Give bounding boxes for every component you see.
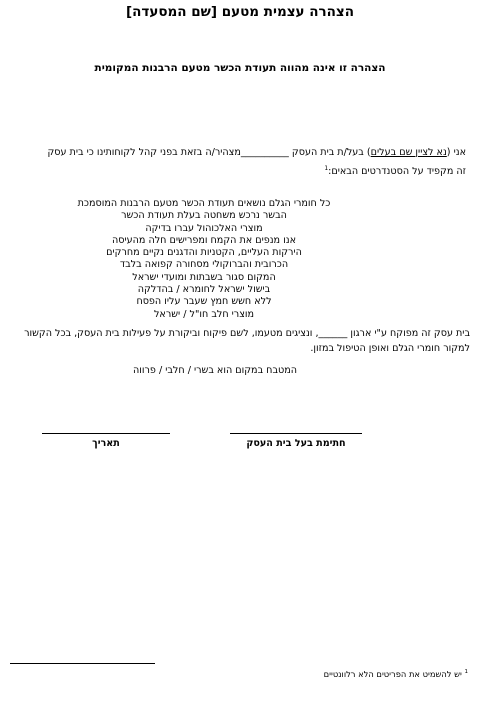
- footnote-mark: 1: [464, 669, 468, 676]
- document-title: הצהרה עצמית מטעם [שם המסעדה]: [125, 4, 355, 20]
- standard-item: מוצרי האלכוהול עברו בדיקה: [145, 222, 263, 234]
- footnote-text: יש להשמיט את הפריטים הלא רלוונטיים: [323, 669, 462, 679]
- standard-item: ללא חשש חמץ שעבר עליו הפסח: [136, 296, 272, 308]
- kitchen-type-line: המטבח במקום הוא בשרי / חלבי / פרווה: [133, 365, 297, 376]
- owner-name-placeholder: נא לציין שם בעלים: [370, 147, 447, 158]
- footnote: [324, 669, 468, 679]
- standards-intro: זה מקפיד על הסטנדרטים הבאים:: [328, 166, 466, 178]
- footnote-reference: 1: [324, 165, 329, 172]
- standard-item: הכרובית והברוקולי מסחורה קפואה בלבד: [119, 259, 289, 271]
- declaration-line-2: [10, 161, 466, 180]
- date-line[interactable]: [42, 433, 170, 434]
- owner-suffix: ) בעל/ת בית העסק __________מצהיר/ה בזאת בפני קהל לקוחותינו כי בית עסק: [47, 147, 371, 158]
- date-label: תאריך: [92, 438, 120, 449]
- owner-prefix: אני (: [446, 147, 466, 158]
- standard-item: כל חומרי הגלם נושאים תעודת הכשר מטעם הרבנות המוסמכת: [77, 198, 331, 209]
- owner-signature-line[interactable]: [230, 433, 362, 434]
- standards-list: [60, 198, 348, 321]
- standard-item: בישול ישראל לחומרא / בהדלקה: [137, 284, 271, 296]
- standard-item: אנו מנפים את הקמח ומפרישים חלה מהעיסה: [111, 234, 296, 246]
- standard-item: הירקות העליים, הקטניות והדגנים נקיים מחרקים: [106, 247, 302, 259]
- document-subtitle: הצהרה זו אינה מהווה תעודת הכשר מטעם הרבנות המקומית: [94, 62, 386, 74]
- standard-item: המקום סגור בשבתות ומועדי ישראל: [132, 271, 276, 283]
- declaration-paragraph: [10, 145, 466, 180]
- standard-item: הבשר נרכש משחטה בעלת תעודת הכשר: [121, 210, 287, 222]
- footnote-separator: [10, 663, 155, 664]
- owner-signature-label: חתימת בעל בית העסק: [246, 438, 346, 449]
- supervision-paragraph: בית עסק זה מפוקח ע"י ארגון ______, ונציגים מטעמו, לשם פיקוח וביקורת על פעילות בית העסק, בכל הקשור למקור חומרי הגלם ואופן הטיפול במזון.: [24, 328, 470, 354]
- standard-item: מוצרי חלב חו"ל / ישראל: [153, 308, 255, 320]
- declaration-line-1: [10, 145, 466, 161]
